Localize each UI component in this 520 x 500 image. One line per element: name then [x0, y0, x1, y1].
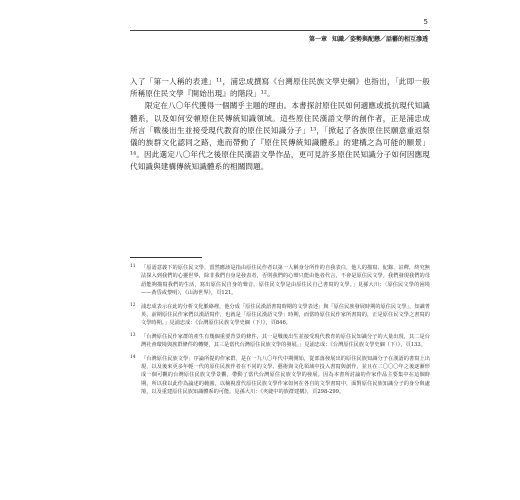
chapter-label: 第一章 [308, 36, 327, 43]
footnote-rule [130, 257, 202, 258]
footnote-number: 14 [130, 354, 136, 360]
book-page [130, 14, 430, 489]
running-head [309, 34, 428, 43]
body-text [130, 76, 430, 174]
footnote-12 [130, 303, 430, 328]
footnote-text: 「台灣原住民作家群的產生有幾個重要背景的條件，其一是戰後出生並接受現代教育的原住民知識分子的大量出現，其二是台灣社會環境與族群條件的轉變，其三是當代台灣原住民族文學的發展。」見浦忠成：《台灣原住民族文學史綱（下）》，頁133。 [141, 333, 430, 349]
footnote-text: 「台灣原住民族文學」序論所提的作家群，是在一九八〇年代中期開始，從部落發展出的原住民族知識分子在漢語的書寫上出現，以及後來更多年輕一代的原住民族作者在不同的文學、藝術與文化領域中投入書寫與創作，並且在二〇〇〇年之後逐漸形成一個可觀的台灣原住民族文學景觀，帶動了當代台灣原住民族文學的發展。因為本書所討論的作家作品主要集中在這個時期，所以我以此作為論述的範圍，以檢視當代原住民族文學作家如何在各自的文學書寫中，面對原住民族知識分子的身分與處境，以及重建原住民族知識體系的可能。見孫大川：《夾縫中的族群建構》，頁298-299。 [141, 355, 430, 396]
chapter-title: 知識／姿勢與配戀／話藝的相互滲透 [331, 36, 428, 43]
footnotes [130, 264, 430, 402]
footnote-14 [130, 355, 430, 397]
page-number: 5 [423, 18, 428, 26]
footnote-11 [130, 264, 430, 298]
footnote-text: 「原語意義下的原住民文學，當然應該是指由原住民作者以第一人稱身分所作的自我表白，他人的描寫、紀錄、註釋，終究無法探入到我們的心靈世界，除非我們自身是發表者，否則我們的心聲只能由他者代言，不會是原住民文學。我們發現我們的母語能夠描寫我們的生活，寫出原住民自身的聲音。原住民文學是由原住民自己書寫的文學。」見孫大川：〈原住民文學的困境——黃昏或黎明〉，《山海世界》，頁121。 [141, 265, 430, 297]
body-paragraph: 入了「第一人稱的表達」¹¹，浦忠成撰寫《台灣原住民族文學史綱》也指出，「此即一般所稱原住民文學『開始出現』的階段」¹²。 [130, 77, 430, 99]
header-rule [130, 30, 430, 31]
footnote-number: 11 [130, 264, 136, 269]
footnote-13 [130, 333, 430, 350]
footnote-number: 12 [130, 302, 136, 308]
footnote-text: 浦忠成表示在此的分析文化脈絡裡，他分成「原住民漢語書寫時期的文學表述」與「原住民族發展時期的原住民文學」，知識菁英、前期原住民作家們以漢語寫作，也就是「原住民漢語文學」時期，而當時原住民作家所書寫的，正是原住民文學之書寫的文學時期。」見浦忠成：《台灣原住民族文學史綱（下）》，頁846。 [141, 303, 430, 327]
footnote-number: 13 [130, 332, 136, 338]
body-paragraph: 限定在八〇年代獲得一個關乎主題的理由。本書探討原住民如何適應或抵抗現代知識體系，以及如何安頓原住民傳統知識領域。這些原住民漢語文學的創作者，正是浦忠成所言「戰後出生並接受現代教育的原住民知識分子」¹³，「掀起了各族原住民願意重返祭儀的族群文化認同之路，進而帶動了『原住民傳統知識體系』的建構之為可能的願景」¹⁴。因此選定八〇年代之後原住民漢語文學作品，更可見許多原住民知識分子如何因應現代知識與建構傳統知識體系的相關問題。 [130, 101, 430, 172]
